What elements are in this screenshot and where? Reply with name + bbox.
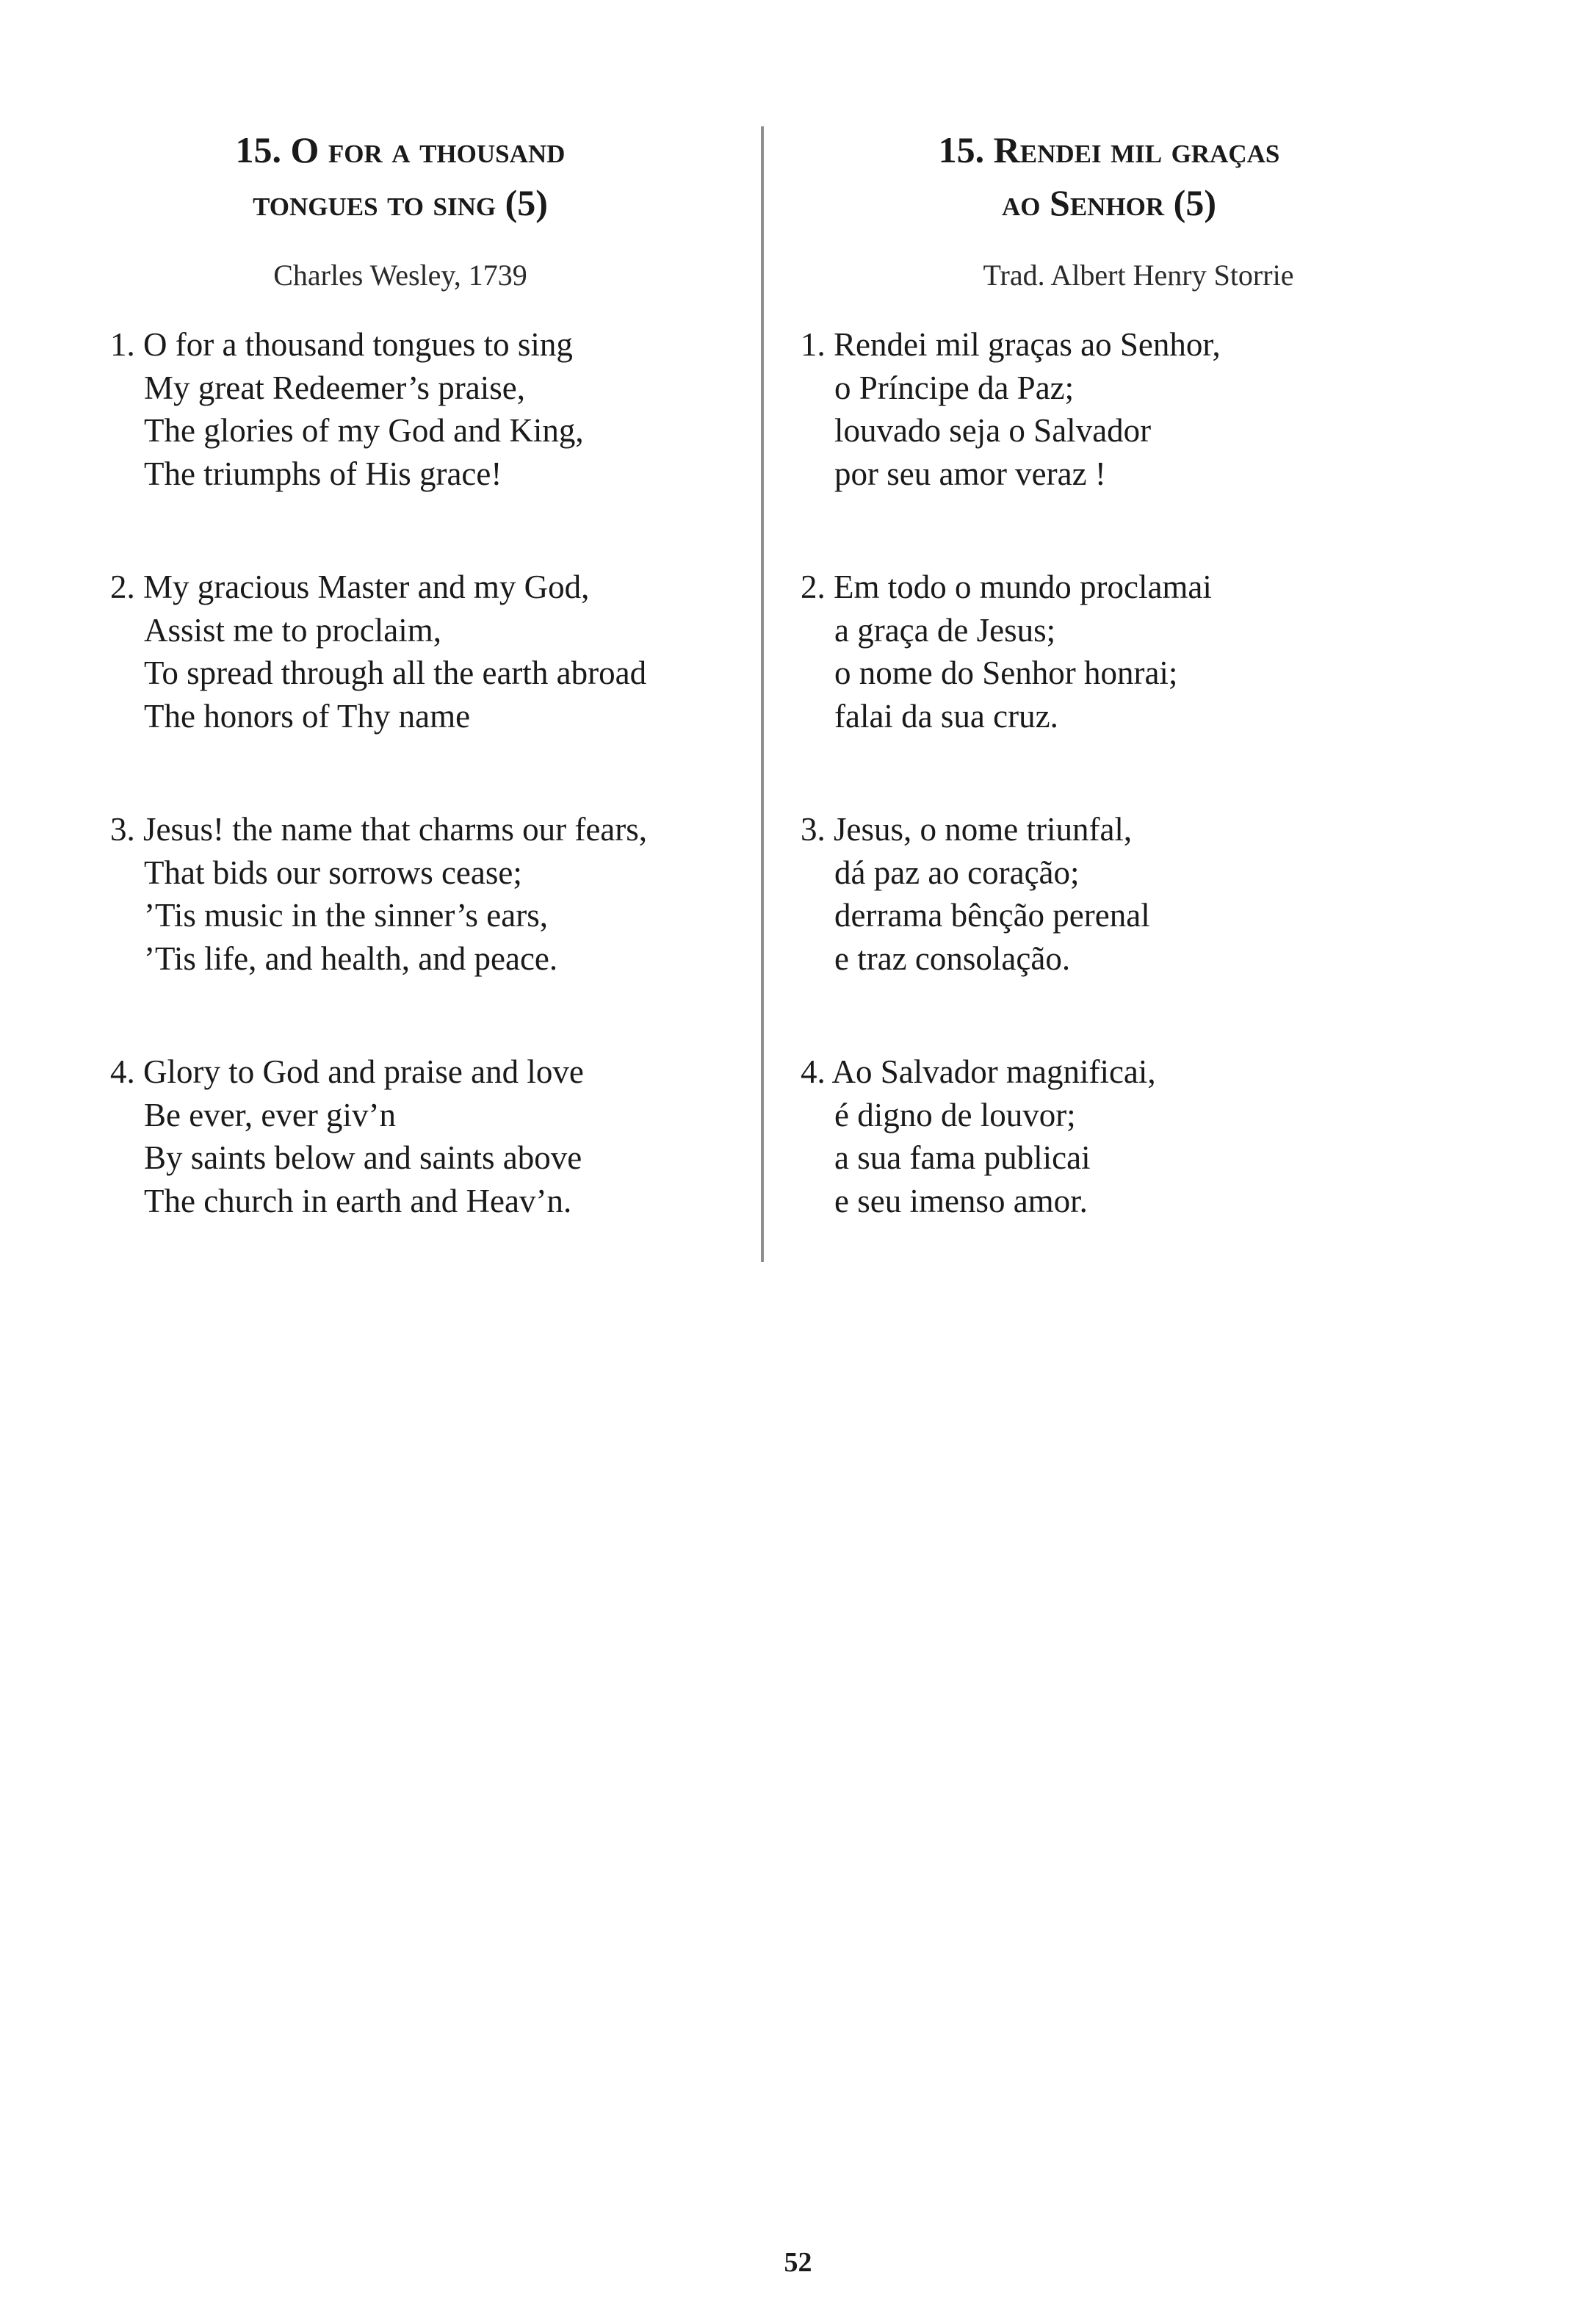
verse-line: falai da sua cruz. (834, 697, 1058, 735)
portuguese-title-line2: ao Senhor (1002, 182, 1165, 223)
portuguese-title-line1: Rendei mil graças (993, 129, 1280, 170)
english-title-number: 15. (235, 129, 291, 170)
verse-line: To spread through all the earth abroad (144, 654, 647, 691)
verse-line: The glories of my God and King, (144, 412, 584, 449)
verse-line: a sua fama publicai (834, 1139, 1091, 1176)
column-divider (761, 126, 764, 1262)
verse-line: o nome do Senhor honrai; (834, 654, 1178, 691)
verse-line: 2. Em todo o mundo proclamai (801, 569, 1212, 605)
verse-line: ’Tis music in the sinner’s ears, (144, 897, 548, 934)
verse-line: The triumphs of His grace! (144, 455, 502, 492)
english-verse-4 (110, 1050, 727, 1222)
verse-line: 4. Glory to God and praise and love (110, 1053, 584, 1090)
verse-line: Assist me to proclaim, (144, 611, 441, 649)
english-verse-3 (110, 808, 727, 980)
verse-line: 2. My gracious Master and my God, (110, 569, 590, 605)
english-author: Charles Wesley, 1739 (273, 259, 527, 292)
verse-line: por seu amor veraz ! (834, 455, 1106, 492)
portuguese-title-number: 15. (938, 129, 994, 170)
portuguese-verse-3 (801, 808, 1418, 980)
verse-line: derrama bênção perenal (834, 897, 1150, 934)
verse-line: My great Redeemer’s praise, (144, 369, 525, 406)
english-title-line2: tongues to sing (253, 182, 497, 223)
verse-line: dá paz ao coração; (834, 854, 1080, 891)
verse-line: a graça de Jesus; (834, 611, 1056, 649)
verse-line: ’Tis life, and health, and peace. (144, 940, 558, 977)
verse-line: e seu imenso amor. (834, 1182, 1088, 1219)
verse-line: é digno de louvor; (834, 1096, 1076, 1133)
english-hymn-title (169, 123, 632, 229)
verse-line: By saints below and saints above (144, 1139, 582, 1176)
verse-line: Be ever, ever giv’n (144, 1096, 397, 1133)
english-verse-2 (110, 566, 727, 738)
english-title-line1: O for a thousand (290, 129, 566, 170)
portuguese-verse-4 (801, 1050, 1418, 1222)
portuguese-verse-1 (801, 323, 1418, 495)
english-verse-1 (110, 323, 727, 495)
english-title-suffix: (5) (496, 182, 548, 223)
page-number: 52 (784, 2247, 812, 2278)
verse-line: e traz consolação. (834, 940, 1071, 977)
verse-line: louvado seja o Salvador (834, 412, 1152, 449)
verse-line: 1. O for a thousand tongues to sing (110, 326, 573, 363)
verse-line: 3. Jesus! the name that charms our fears, (110, 811, 648, 848)
portuguese-verse-2 (801, 566, 1418, 738)
verse-line: o Príncipe da Paz; (834, 369, 1075, 406)
verse-line: 1. Rendei mil graças ao Senhor, (801, 326, 1221, 363)
portuguese-translator: Trad. Albert Henry Storrie (983, 259, 1294, 292)
verse-line: 3. Jesus, o nome triunfal, (801, 811, 1133, 848)
verse-line: The honors of Thy name (144, 697, 471, 735)
verse-line: The church in earth and Heav’n. (144, 1182, 572, 1219)
verse-line: That bids our sorrows cease; (144, 854, 522, 891)
verse-line: 4. Ao Salvador magnificai, (801, 1053, 1156, 1090)
portuguese-hymn-title (801, 123, 1418, 229)
portuguese-title-suffix: (5) (1164, 182, 1216, 223)
